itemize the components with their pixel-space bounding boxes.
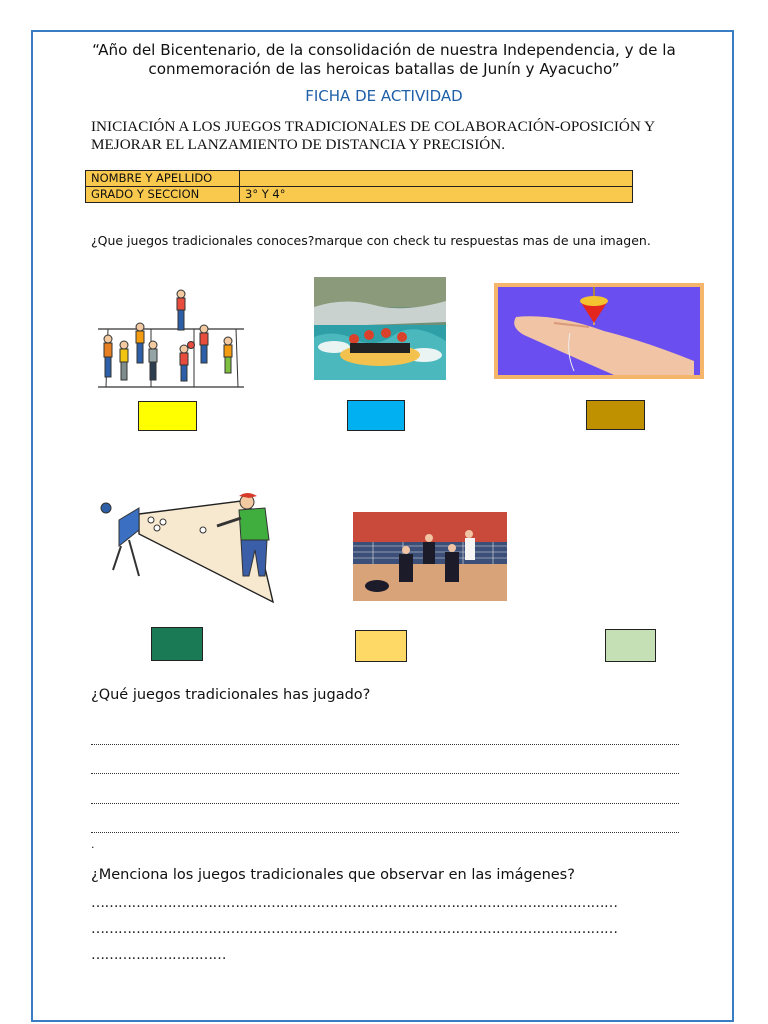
checkbox-spinning-top[interactable]	[586, 400, 645, 430]
answer-line[interactable]	[91, 832, 679, 833]
checkbox-rafting[interactable]	[347, 400, 405, 431]
answer-dotted-line[interactable]: …………………………	[91, 947, 226, 963]
grade-field[interactable]: 3° Y 4°	[240, 187, 633, 203]
question-played-games: ¿Qué juegos tradicionales has jugado?	[91, 687, 371, 703]
checkbox-dodgeball[interactable]	[138, 401, 197, 431]
student-info-table	[85, 170, 633, 203]
table-row	[86, 187, 633, 203]
answer-line[interactable]	[91, 803, 679, 804]
rafting-image	[314, 277, 446, 380]
checkbox-extra[interactable]	[605, 629, 656, 662]
motto-header: “Año del Bicentenario, de la consolidación de nuestra Independencia, y de la conmemoración de las heroicas batallas de Junín y Ayacucho”	[92, 41, 676, 78]
name-label: NOMBRE Y APELLIDO	[86, 171, 240, 187]
stray-dot: .	[91, 838, 95, 851]
dodgeball-game-image	[96, 287, 246, 392]
answer-line[interactable]	[91, 744, 679, 745]
checkbox-bowling[interactable]	[151, 627, 203, 661]
checkbox-volleyball[interactable]	[355, 630, 407, 662]
question-observed-games: ¿Menciona los juegos tradicionales que observar en las imágenes?	[91, 867, 575, 883]
answer-line[interactable]	[91, 773, 679, 774]
answer-dotted-line[interactable]: ………………………………………………………………………………………………………	[91, 921, 618, 937]
activity-title: INICIACIÓN A LOS JUEGOS TRADICIONALES DE COLABORACIÓN-OPOSICIÓN Y MEJORAR EL LANZAMIENTO DE DISTANCIA Y PRECISIÓN.	[91, 118, 655, 153]
activity-sheet-heading: FICHA DE ACTIVIDAD	[305, 87, 463, 105]
table-row	[86, 171, 633, 187]
volleyball-image	[353, 512, 507, 601]
spinning-top-image	[494, 283, 704, 379]
name-field[interactable]	[240, 171, 633, 187]
answer-dotted-line[interactable]: ………………………………………………………………………………………………………	[91, 895, 618, 911]
bocce-bowling-image	[99, 490, 275, 606]
question-known-games: ¿Que juegos tradicionales conoces?marque con check tu respuestas mas de una imagen.	[91, 233, 651, 248]
grade-label: GRADO Y SECCION	[86, 187, 240, 203]
